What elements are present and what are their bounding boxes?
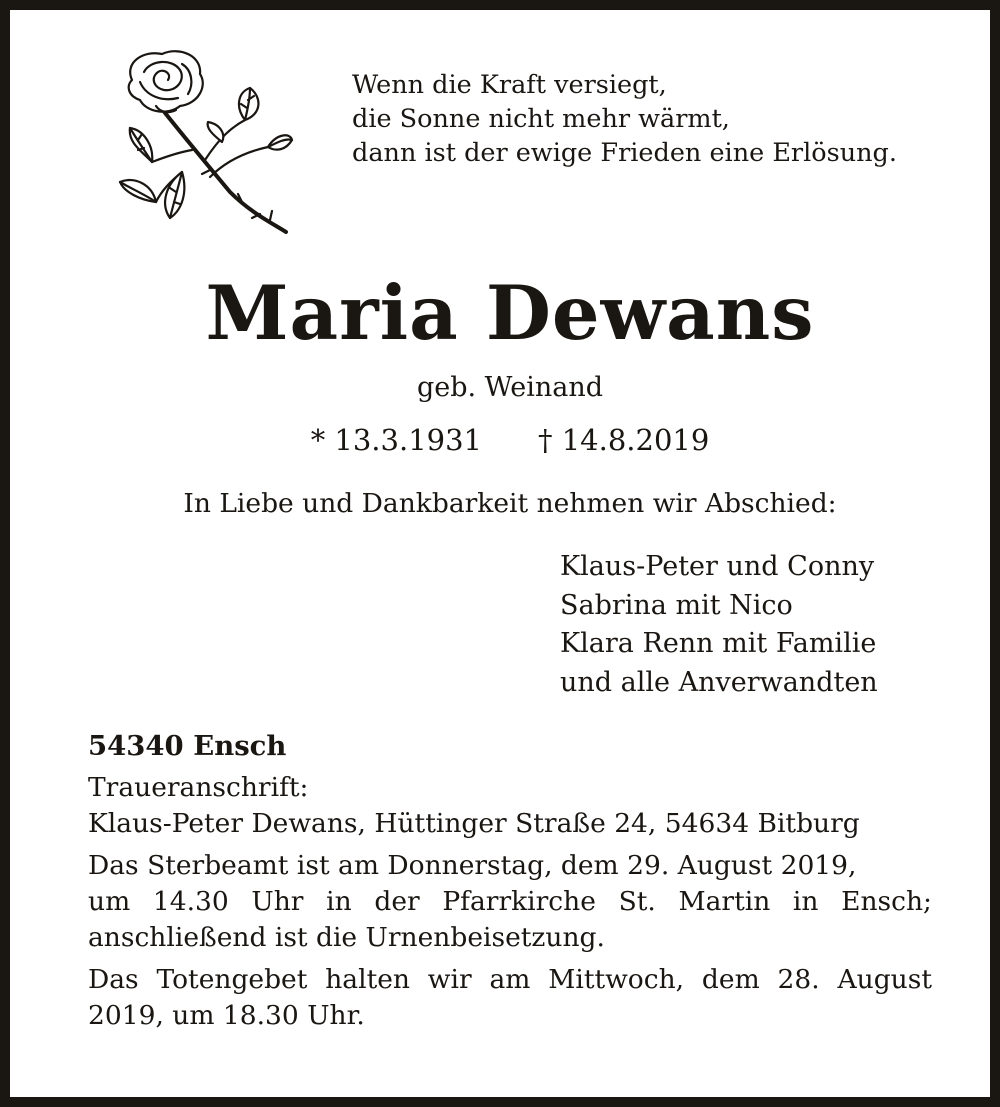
mourner-item: Klaus-Peter und Conny bbox=[560, 551, 875, 582]
address-line: Klaus-Peter Dewans, Hüttinger Straße 24, 54634 Bitburg bbox=[88, 808, 860, 839]
service-line: um 14.30 Uhr in der Pfarrkirche St. Martin in Ensch; bbox=[88, 886, 932, 917]
motto-line: dann ist der ewige Frieden eine Erlösung. bbox=[352, 138, 897, 168]
life-dates bbox=[10, 420, 1000, 460]
motto-line: die Sonne nicht mehr wärmt, bbox=[352, 104, 730, 134]
place-heading: 54340 Ensch bbox=[88, 730, 287, 762]
mourner-item: Klara Renn mit Familie bbox=[560, 628, 877, 659]
service-info bbox=[88, 848, 932, 956]
service-line: anschließend ist die Urnenbeisetzung. bbox=[88, 922, 605, 953]
mourners-list bbox=[560, 548, 878, 702]
maiden-name: geb. Weinand bbox=[416, 372, 604, 403]
death-date: † 14.8.2019 bbox=[538, 423, 710, 457]
address-label: Traueranschrift: bbox=[88, 772, 309, 803]
rose-icon bbox=[110, 42, 295, 237]
farewell-line: In Liebe und Dankbarkeit nehmen wir Abschied: bbox=[183, 488, 837, 519]
prayer-line: 2019, um 18.30 Uhr. bbox=[88, 1000, 365, 1031]
prayer-info bbox=[88, 962, 932, 1034]
motto-verse bbox=[352, 68, 952, 170]
service-line: Das Sterbeamt ist am Donnerstag, dem 29. August 2019, bbox=[88, 850, 857, 881]
deceased-name: Maria Dewans bbox=[205, 269, 815, 357]
mourner-item: Sabrina mit Nico bbox=[560, 589, 793, 621]
prayer-line: Das Totengebet halten wir am Mittwoch, dem 28. August bbox=[88, 964, 932, 995]
mourner-item: und alle Anverwandten bbox=[560, 666, 878, 698]
birth-date: * 13.3.1931 bbox=[310, 423, 482, 457]
details-block bbox=[88, 770, 932, 1034]
motto-line: Wenn die Kraft versiegt, bbox=[352, 70, 667, 100]
